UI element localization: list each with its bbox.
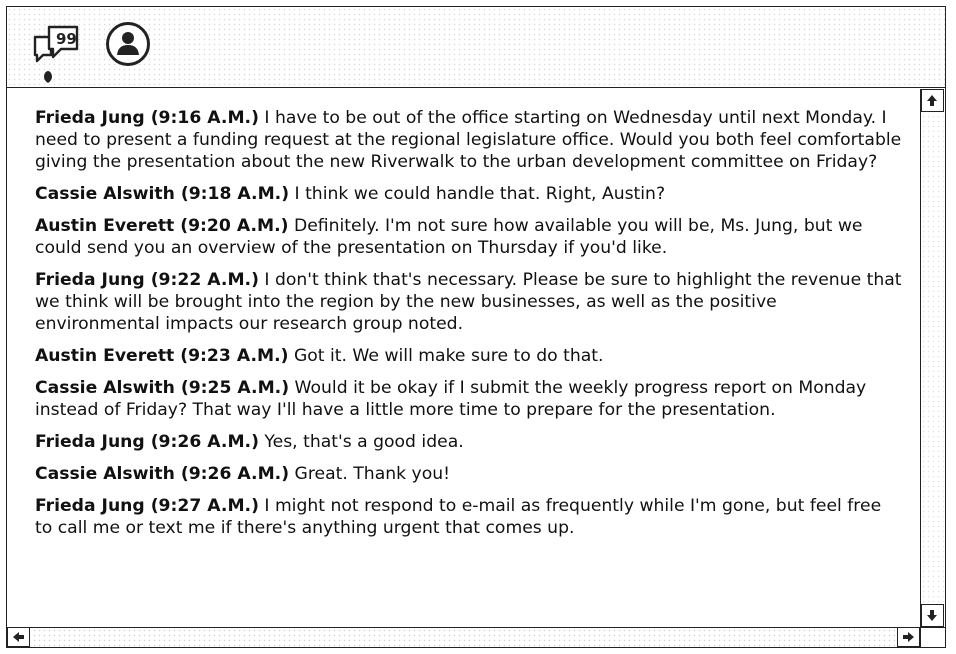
chat-toolbar [7,7,945,87]
user-profile-icon[interactable] [105,21,151,67]
message-text: Would it be okay if I submit the weekly progress report on Monday instead of Friday? That way I'll have a little more time to prepare for the presentation. [35,378,867,420]
message-item [35,345,902,367]
message-sender-time: Frieda Jung (9:16 A.M.) [35,108,259,128]
arrow-right-icon [902,631,915,643]
message-text: I might not respond to e-mail as frequently while I'm gone, but feel free to call me or text me if there's anything urgent that comes up. [35,496,882,538]
scroll-left-button[interactable] [7,627,30,647]
message-item [35,269,902,335]
message-sender-time: Frieda Jung (9:22 A.M.) [35,270,259,290]
message-pane[interactable] [7,89,920,627]
message-item [35,377,902,421]
message-sender-time: Frieda Jung (9:27 A.M.) [35,496,259,516]
vertical-scrollbar[interactable] [920,89,945,627]
scrollbar-corner [920,627,945,647]
message-text: Great. Thank you! [294,464,451,484]
scroll-down-button[interactable] [921,604,944,627]
message-sender-time: Cassie Alswith (9:26 A.M.) [35,464,290,484]
message-item [35,107,902,173]
message-text: I think we could handle that. Right, Austin? [294,184,666,204]
chat-window [6,6,946,648]
message-item [35,183,902,205]
arrow-up-icon [926,94,938,107]
svg-text:99: 99 [56,30,77,48]
arrow-down-icon [926,609,938,622]
message-sender-time: Cassie Alswith (9:18 A.M.) [35,184,290,204]
message-list [7,89,920,539]
speech-bubble-quote-icon[interactable] [31,23,81,85]
toolbar-divider [7,87,945,88]
message-sender-time: Frieda Jung (9:26 A.M.) [35,432,259,452]
message-text: Got it. We will make sure to do that. [293,346,604,366]
message-text: I have to be out of the office starting on Wednesday until next Monday. I need to present a funding request at the regional legislature office. Would you both feel comfortable giving the presentation about the new Riverwalk to the urban development committee on Friday? [35,108,902,172]
message-item [35,463,902,485]
scroll-right-button[interactable] [897,627,920,647]
message-text: I don't think that's necessary. Please be sure to highlight the revenue that we think will be brought into the region by the new businesses, as well as the positive environmental impacts our research group noted. [35,270,902,334]
message-text: Yes, that's a good idea. [264,432,464,452]
message-text: Definitely. I'm not sure how available you will be, Ms. Jung, but we could send you an overview of the presentation on Thursday if you'd like. [35,216,863,258]
message-sender-time: Austin Everett (9:20 A.M.) [35,216,289,236]
horizontal-scrollbar[interactable] [7,627,920,647]
message-sender-time: Cassie Alswith (9:25 A.M.) [35,378,290,398]
scroll-up-button[interactable] [921,89,944,112]
message-item [35,215,902,259]
arrow-left-icon [12,631,25,643]
message-item [35,495,902,539]
message-item [35,431,902,453]
message-sender-time: Austin Everett (9:23 A.M.) [35,346,289,366]
